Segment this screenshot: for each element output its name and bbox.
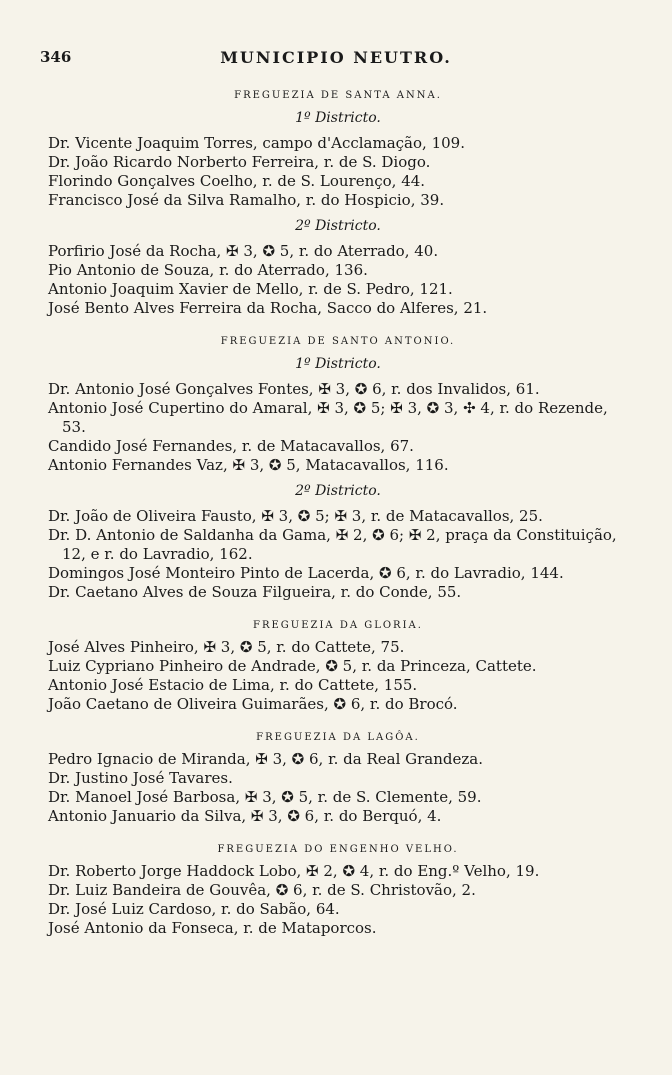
parish-heading: FREGUEZIA DA GLORIA. xyxy=(253,620,423,631)
spacer xyxy=(48,826,628,832)
directory-entry: Domingos José Monteiro Pinto de Lacerda, ✪ 6, r. do Lavradio, 144. xyxy=(48,564,564,582)
spacer xyxy=(48,602,628,608)
directory-entry: Dr. Caetano Alves de Souza Filgueira, r. do Conde, 55. xyxy=(48,583,462,601)
directory-entry: Pedro Ignacio de Miranda, ✠ 3, ✪ 6, r. da Real Grandeza. xyxy=(48,750,483,768)
spacer xyxy=(48,714,628,720)
page-number: 346 xyxy=(40,48,72,66)
district-heading: 1º Districto. xyxy=(295,110,381,126)
directory-entry: Dr. Antonio José Gonçalves Fontes, ✠ 3, ✪ 6, r. dos Invalidos, 61. xyxy=(48,380,540,398)
parish-heading: FREGUEZIA DO ENGENHO VELHO. xyxy=(217,844,459,855)
directory-entry: Luiz Cypriano Pinheiro de Andrade, ✪ 5, r. da Princeza, Cattete. xyxy=(48,657,537,675)
directory-entry: José Bento Alves Ferreira da Rocha, Sacco do Alferes, 21. xyxy=(48,299,488,317)
directory-entry: Florindo Gonçalves Coelho, r. de S. Lourenço, 44. xyxy=(48,172,426,190)
directory-entry: Dr. D. Antonio de Saldanha da Gama, ✠ 2, ✪ 6; ✠ 2, praça da Constituição, 12, e r. do Lavradio, 162. xyxy=(48,526,617,563)
directory-entry: Dr. Manoel José Barbosa, ✠ 3, ✪ 5, r. de S. Clemente, 59. xyxy=(48,788,482,806)
directory-entry: Antonio José Estacio de Lima, r. do Cattete, 155. xyxy=(48,676,418,694)
district-heading: 1º Districto. xyxy=(295,356,381,372)
page-content xyxy=(48,78,628,944)
spacer xyxy=(48,938,628,944)
directory-entry: Dr. Vicente Joaquim Torres, campo d'Acclamação, 109. xyxy=(48,134,465,152)
directory-entry: Dr. Justino José Tavares. xyxy=(48,769,233,787)
district-heading: 2º Districto. xyxy=(295,483,381,499)
directory-entry: Candido José Fernandes, r. de Matacavallos, 67. xyxy=(48,437,414,455)
directory-entry: Porfirio José da Rocha, ✠ 3, ✪ 5, r. do Aterrado, 40. xyxy=(48,242,439,260)
page-header xyxy=(0,48,672,72)
parish-heading: FREGUEZIA DE SANTA ANNA. xyxy=(234,90,442,101)
directory-entry: Dr. José Luiz Cardoso, r. do Sabão, 64. xyxy=(48,900,340,918)
directory-entry: José Alves Pinheiro, ✠ 3, ✪ 5, r. do Cattete, 75. xyxy=(48,638,405,656)
directory-entry: Dr. Luiz Bandeira de Gouvêa, ✪ 6, r. de S. Christovão, 2. xyxy=(48,881,476,899)
parish-heading: FREGUEZIA DA LAGÔA. xyxy=(256,732,420,743)
directory-entry: Francisco José da Silva Ramalho, r. do Hospicio, 39. xyxy=(48,191,445,209)
directory-entry: Antonio Joaquim Xavier de Mello, r. de S. Pedro, 121. xyxy=(48,280,453,298)
directory-entry: José Antonio da Fonseca, r. de Mataporcos. xyxy=(48,919,377,937)
running-head: MUNICIPIO NEUTRO. xyxy=(220,48,452,67)
directory-entry: Antonio Fernandes Vaz, ✠ 3, ✪ 5, Matacavallos, 116. xyxy=(48,456,449,474)
directory-entry: Dr. João Ricardo Norberto Ferreira, r. de S. Diogo. xyxy=(48,153,431,171)
directory-entry: Pio Antonio de Souza, r. do Aterrado, 136. xyxy=(48,261,368,279)
directory-entry: Antonio José Cupertino do Amaral, ✠ 3, ✪ 5; ✠ 3, ✪ 3, ✣ 4, r. do Rezende, 53. xyxy=(48,399,608,436)
directory-entry: João Caetano de Oliveira Guimarães, ✪ 6, r. do Brocó. xyxy=(48,695,458,713)
directory-entry: Dr. João de Oliveira Fausto, ✠ 3, ✪ 5; ✠ 3, r. de Matacavallos, 25. xyxy=(48,507,543,525)
directory-entry: Antonio Januario da Silva, ✠ 3, ✪ 6, r. do Berquó, 4. xyxy=(48,807,442,825)
spacer xyxy=(48,318,628,324)
directory-entry: Dr. Roberto Jorge Haddock Lobo, ✠ 2, ✪ 4, r. do Eng.º Velho, 19. xyxy=(48,862,540,880)
district-heading: 2º Districto. xyxy=(295,218,381,234)
parish-heading: FREGUEZIA DE SANTO ANTONIO. xyxy=(220,336,456,347)
